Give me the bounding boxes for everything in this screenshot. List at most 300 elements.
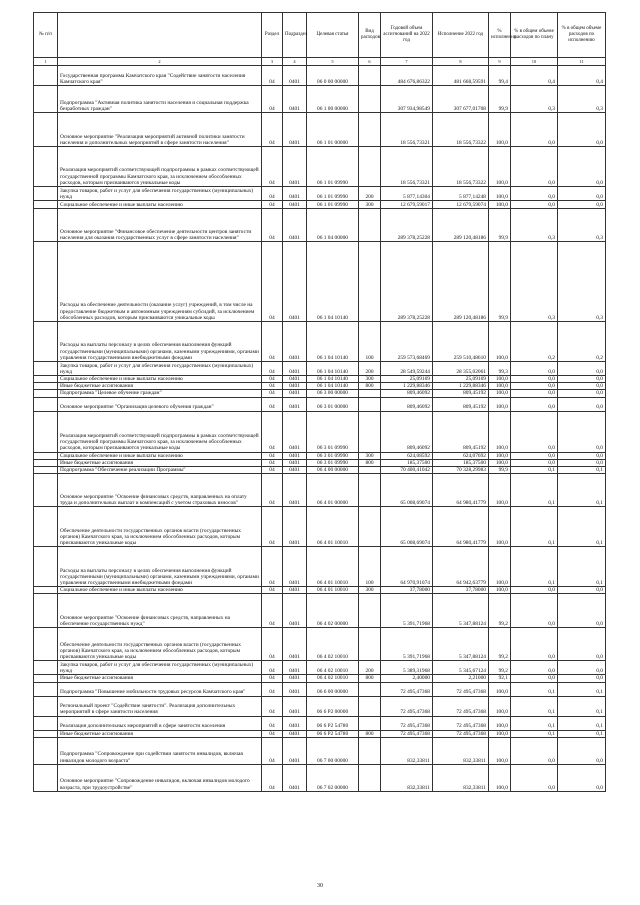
cell-podrazdel: 0401 (283, 147, 307, 187)
cell-name: Реализация мероприятий соответствующей подпрограммы в рамках соответствующей государственной программы Камчатского края, за исключением обособленных расходов, которым присваиваются уникальные коды (58, 411, 262, 452)
cell-vr (359, 209, 381, 242)
cell-share-plan: 0,3 (511, 86, 558, 113)
cell-name: Основное мероприятие "Организация целевого обучения граждан" (58, 397, 262, 411)
cell-podrazdel: 0401 (283, 507, 307, 547)
cell-pct: 100,0 (489, 411, 511, 452)
cell-podrazdel: 0401 (283, 696, 307, 716)
table-row (34, 362, 606, 376)
cell-share-fact: 0,0 (558, 201, 606, 209)
cell-fact: 64 980,41779 (433, 474, 489, 507)
cell-pct: 99,9 (489, 467, 511, 474)
cell-razdel: 04 (262, 682, 283, 696)
cell-vr (359, 242, 381, 322)
table-row (34, 675, 606, 682)
cell-share-plan: 0,0 (511, 675, 558, 682)
col-header-num: № п/п (34, 13, 58, 58)
cell-num (34, 209, 58, 242)
cell-plan: 2,40000 (381, 675, 433, 682)
cell-razdel: 04 (262, 411, 283, 452)
cell-name: Подпрограмма "Целевое обучение граждан" (58, 390, 262, 397)
cell-podrazdel: 0401 (283, 390, 307, 397)
cell-vr: 200 (359, 661, 381, 675)
table-row (34, 187, 606, 201)
cell-share-fact: 0,1 (558, 474, 606, 507)
cell-name: Обеспечение деятельности государственных органов власти (государственных органов) Камчатского края, за исключением обособленных расходов, которым присваиваются уникальные коды (58, 628, 262, 661)
cell-share-plan: 0,1 (511, 507, 558, 547)
table-row (34, 66, 606, 86)
cell-share-plan: 0,0 (511, 452, 558, 459)
cell-share-fact: 0,0 (558, 383, 606, 390)
cell-razdel: 04 (262, 716, 283, 730)
cell-pct: 99,2 (489, 628, 511, 661)
col-header-vr: Вид расходов (359, 13, 381, 58)
cell-num (34, 452, 58, 459)
col-index: 10 (511, 58, 558, 66)
col-header-share-fact: % в общем объеме расходов по исполнению (558, 13, 606, 58)
cell-pct: 100,0 (489, 322, 511, 362)
cell-plan: 484 676,86322 (381, 66, 433, 86)
table-row (34, 474, 606, 507)
cell-plan: 65 008,69074 (381, 507, 433, 547)
table-row (34, 730, 606, 737)
cell-plan: 5 391,71968 (381, 628, 433, 661)
cell-podrazdel: 0401 (283, 628, 307, 661)
cell-plan: 5 389,31968 (381, 661, 433, 675)
cell-razdel: 04 (262, 187, 283, 201)
col-index: 4 (283, 58, 307, 66)
table-row (34, 383, 606, 390)
cell-num (34, 86, 58, 113)
cell-razdel: 04 (262, 474, 283, 507)
cell-name: Основное мероприятие "Финансовое обеспечение деятельности центров занятости населения для оказания государственных услуг в сфере занятости населения" (58, 209, 262, 242)
cell-vr (359, 764, 381, 791)
cell-share-plan: 0,1 (511, 716, 558, 730)
cell-csr: 06 1 01 09990 (307, 201, 359, 209)
cell-pct: 100,0 (489, 201, 511, 209)
cell-share-plan: 0,2 (511, 322, 558, 362)
cell-fact: 18 556,73322 (433, 113, 489, 147)
column-index-row (34, 58, 606, 66)
cell-plan: 18 556,73321 (381, 113, 433, 147)
cell-plan: 65 008,69074 (381, 474, 433, 507)
cell-plan: 809,46092 (381, 397, 433, 411)
cell-num (34, 547, 58, 587)
cell-share-fact: 0,1 (558, 682, 606, 696)
budget-table-sheet (33, 12, 605, 792)
cell-share-plan: 0,0 (511, 661, 558, 675)
cell-num (34, 459, 58, 466)
cell-csr: 06 1 01 00000 (307, 113, 359, 147)
cell-share-plan: 0,3 (511, 242, 558, 322)
cell-razdel: 04 (262, 661, 283, 675)
cell-num (34, 764, 58, 791)
cell-num (34, 716, 58, 730)
cell-vr (359, 474, 381, 507)
cell-podrazdel: 0401 (283, 587, 307, 594)
cell-vr: 200 (359, 362, 381, 376)
cell-podrazdel: 0401 (283, 113, 307, 147)
cell-num (34, 201, 58, 209)
cell-pct: 100,0 (489, 730, 511, 737)
cell-num (34, 682, 58, 696)
cell-num (34, 66, 58, 86)
cell-num (34, 661, 58, 675)
cell-name: Государственная программа Камчатского края "Содействие занятости населения Камчатского края" (58, 66, 262, 86)
cell-name: Обеспечение деятельности государственных органов власти (государственных органов) Камчатского края, за исключением обособленных расходов, которым присваиваются уникальные коды (58, 507, 262, 547)
cell-plan: 307 934,98549 (381, 86, 433, 113)
cell-pct: 92,1 (489, 675, 511, 682)
cell-pct: 100,0 (489, 737, 511, 764)
cell-razdel: 04 (262, 147, 283, 187)
table-row (34, 397, 606, 411)
cell-fact: 481 668,59591 (433, 66, 489, 86)
cell-vr: 800 (359, 675, 381, 682)
cell-name: Закупка товаров, работ и услуг для обеспечения государственных (муниципальных) нужд (58, 362, 262, 376)
cell-razdel: 04 (262, 113, 283, 147)
cell-podrazdel: 0401 (283, 474, 307, 507)
cell-fact: 37,78000 (433, 587, 489, 594)
col-header-fact: Исполнение 2022 год (433, 13, 489, 58)
table-row (34, 682, 606, 696)
cell-fact: 5 347,88124 (433, 628, 489, 661)
cell-podrazdel: 0401 (283, 594, 307, 628)
cell-share-plan: 0,0 (511, 113, 558, 147)
cell-plan: 289 378,25228 (381, 242, 433, 322)
cell-share-fact: 0,3 (558, 242, 606, 322)
cell-podrazdel: 0401 (283, 209, 307, 242)
cell-podrazdel: 0401 (283, 737, 307, 764)
cell-num (34, 362, 58, 376)
cell-podrazdel: 0401 (283, 716, 307, 730)
cell-share-fact: 0,1 (558, 467, 606, 474)
cell-share-plan: 0,1 (511, 730, 558, 737)
cell-razdel: 04 (262, 242, 283, 322)
cell-share-plan: 0,0 (511, 362, 558, 376)
cell-pct: 100,0 (489, 383, 511, 390)
table-row (34, 147, 606, 187)
cell-name: Региональный проект "Содействие занятости". Реализация дополнительных мероприятий в сфере занятости населения (58, 696, 262, 716)
cell-num (34, 467, 58, 474)
cell-fact: 185,37500 (433, 459, 489, 466)
cell-num (34, 187, 58, 201)
table-row (34, 209, 606, 242)
table-row (34, 459, 606, 466)
cell-fact: 28 355,02061 (433, 362, 489, 376)
cell-csr: 06 1 04 10140 (307, 376, 359, 383)
cell-num (34, 730, 58, 737)
cell-num (34, 628, 58, 661)
table-row (34, 661, 606, 675)
cell-pct: 100,0 (489, 696, 511, 716)
cell-vr (359, 737, 381, 764)
cell-name: Подпрограмма "Повышение мобильности трудовых ресурсов Камчатского края" (58, 682, 262, 696)
cell-fact: 809,45192 (433, 390, 489, 397)
cell-num (34, 322, 58, 362)
cell-fact: 289 120,48186 (433, 242, 489, 322)
cell-share-fact: 0,0 (558, 362, 606, 376)
cell-vr (359, 507, 381, 547)
col-header-pct: % исполнения (489, 13, 511, 58)
cell-csr: 06 4 01 10010 (307, 587, 359, 594)
cell-name: Основное мероприятие "Сопровождение инвалидов, включая инвалидов молодого возраста, при трудоустройстве" (58, 764, 262, 791)
cell-num (34, 383, 58, 390)
cell-pct: 100,0 (489, 587, 511, 594)
cell-podrazdel: 0401 (283, 411, 307, 452)
cell-razdel: 04 (262, 390, 283, 397)
cell-plan: 289 378,25228 (381, 209, 433, 242)
cell-share-plan: 0,0 (511, 628, 558, 661)
cell-razdel: 04 (262, 737, 283, 764)
cell-csr: 06 4 02 10010 (307, 661, 359, 675)
cell-share-fact: 0,2 (558, 322, 606, 362)
cell-share-fact: 0,0 (558, 452, 606, 459)
cell-name: Социальное обеспечение и иные выплаты населению (58, 452, 262, 459)
cell-vr: 300 (359, 201, 381, 209)
cell-share-fact: 0,0 (558, 397, 606, 411)
cell-pct: 100,0 (489, 187, 511, 201)
table-row (34, 242, 606, 322)
col-header-csr: Целевая статья (307, 13, 359, 58)
cell-share-fact: 0,0 (558, 737, 606, 764)
col-header-name (58, 13, 262, 58)
cell-razdel: 04 (262, 547, 283, 587)
cell-share-fact: 0,0 (558, 187, 606, 201)
cell-vr: 800 (359, 730, 381, 737)
cell-pct: 99,4 (489, 66, 511, 86)
cell-pct: 100,0 (489, 147, 511, 187)
cell-share-plan: 0,0 (511, 201, 558, 209)
cell-podrazdel: 0401 (283, 675, 307, 682)
cell-csr: 06 3 01 09990 (307, 411, 359, 452)
cell-pct: 99,9 (489, 242, 511, 322)
page-number: 30 (317, 883, 323, 889)
cell-name: Расходы на выплаты персоналу в целях обеспечения выполнения функций государственными (муниципальными) органами, казенными учреждениями, органами управления государственными внебюджетными фондами (58, 547, 262, 587)
cell-name: Подпрограмма "Активная политика занятости населения и социальная поддержка безработных граждан" (58, 86, 262, 113)
cell-plan: 809,46092 (381, 390, 433, 397)
cell-share-plan: 0,1 (511, 682, 558, 696)
table-row (34, 322, 606, 362)
cell-pct: 100,0 (489, 547, 511, 587)
col-header-share-plan: % в общем объеме расходов по плану (511, 13, 558, 58)
cell-pct: 100,0 (489, 113, 511, 147)
col-index: 7 (381, 58, 433, 66)
cell-pct: 100,0 (489, 682, 511, 696)
col-index: 11 (558, 58, 606, 66)
cell-name: Реализация мероприятий соответствующей подпрограммы в рамках соответствующей государственной программы Камчатского края, за исключением обособленных расходов, которым присваиваются уникальные коды (58, 147, 262, 187)
cell-csr: 06 1 00 00000 (307, 86, 359, 113)
cell-podrazdel: 0401 (283, 187, 307, 201)
cell-razdel: 04 (262, 507, 283, 547)
cell-share-fact: 0,1 (558, 730, 606, 737)
cell-share-fact: 0,1 (558, 507, 606, 547)
cell-share-plan: 0,0 (511, 737, 558, 764)
cell-plan: 64 970,91074 (381, 547, 433, 587)
cell-name: Основное мероприятие "Освоение финансовых средств, направленных на оплату труда и дополнительных выплат и компенсаций с учетом страховых взносов" (58, 474, 262, 507)
cell-podrazdel: 0401 (283, 682, 307, 696)
table-row (34, 594, 606, 628)
cell-fact: 5 345,67124 (433, 661, 489, 675)
cell-razdel: 04 (262, 467, 283, 474)
table-row (34, 628, 606, 661)
cell-csr: 06 4 01 10010 (307, 547, 359, 587)
cell-fact: 72 495,47368 (433, 730, 489, 737)
cell-share-plan: 0,0 (511, 383, 558, 390)
cell-num (34, 587, 58, 594)
cell-share-plan: 0,4 (511, 66, 558, 86)
cell-num (34, 113, 58, 147)
cell-vr (359, 628, 381, 661)
table-header-row (34, 13, 606, 58)
cell-name: Социальное обеспечение и иные выплаты населению (58, 201, 262, 209)
cell-share-fact: 0,1 (558, 547, 606, 587)
cell-csr: 06 7 02 00000 (307, 764, 359, 791)
cell-num (34, 147, 58, 187)
cell-fact: 1 229,88346 (433, 383, 489, 390)
cell-name: Подпрограмма "Обеспечение реализации Программы" (58, 467, 262, 474)
cell-pct: 100,0 (489, 397, 511, 411)
cell-fact: 12 679,59074 (433, 201, 489, 209)
cell-vr: 100 (359, 547, 381, 587)
cell-pct: 99,2 (489, 594, 511, 628)
cell-pct: 100,0 (489, 716, 511, 730)
cell-razdel: 04 (262, 764, 283, 791)
cell-podrazdel: 0401 (283, 661, 307, 675)
cell-share-plan: 0,0 (511, 187, 558, 201)
cell-csr: 06 1 04 10140 (307, 322, 359, 362)
cell-vr: 300 (359, 452, 381, 459)
cell-razdel: 04 (262, 452, 283, 459)
cell-name: Основное мероприятие "Освоение финансовых средств, направленных на обеспечение государственных нужд" (58, 594, 262, 628)
cell-num (34, 474, 58, 507)
cell-csr: 06 4 02 10010 (307, 628, 359, 661)
cell-num (34, 390, 58, 397)
cell-fact: 64 942,63779 (433, 547, 489, 587)
cell-pct: 99,3 (489, 362, 511, 376)
cell-fact: 5 347,88124 (433, 594, 489, 628)
cell-vr (359, 467, 381, 474)
cell-share-plan: 0,0 (511, 594, 558, 628)
cell-num (34, 411, 58, 452)
cell-num (34, 507, 58, 547)
cell-pct: 100,0 (489, 474, 511, 507)
cell-razdel: 04 (262, 628, 283, 661)
cell-csr: 06 4 02 10010 (307, 675, 359, 682)
cell-csr: 06 6 P2 00000 (307, 696, 359, 716)
cell-vr: 200 (359, 187, 381, 201)
cell-name: Иные бюджетные ассигнования (58, 730, 262, 737)
cell-vr: 300 (359, 376, 381, 383)
cell-vr (359, 411, 381, 452)
cell-csr: 06 6 P2 54780 (307, 716, 359, 730)
table-row (34, 390, 606, 397)
cell-csr: 06 4 01 00000 (307, 474, 359, 507)
table-row (34, 201, 606, 209)
cell-fact: 5 877,14248 (433, 187, 489, 201)
cell-fact: 72 495,47368 (433, 696, 489, 716)
cell-share-fact: 0,1 (558, 716, 606, 730)
cell-razdel: 04 (262, 594, 283, 628)
cell-fact: 832,33811 (433, 737, 489, 764)
cell-fact: 72 495,47368 (433, 682, 489, 696)
cell-csr: 06 1 04 10140 (307, 362, 359, 376)
cell-vr: 800 (359, 459, 381, 466)
cell-name: Иные бюджетные ассигнования (58, 383, 262, 390)
cell-share-fact: 0,0 (558, 594, 606, 628)
cell-plan: 72 495,47368 (381, 696, 433, 716)
cell-plan: 1 229,88346 (381, 383, 433, 390)
cell-share-plan: 0,0 (511, 390, 558, 397)
cell-name: Иные бюджетные ассигнования (58, 459, 262, 466)
cell-vr (359, 113, 381, 147)
cell-name: Иные бюджетные ассигнования (58, 675, 262, 682)
cell-share-plan: 0,0 (511, 587, 558, 594)
cell-razdel: 04 (262, 675, 283, 682)
cell-share-fact: 0,0 (558, 113, 606, 147)
budget-execution-table (33, 12, 606, 792)
cell-vr: 300 (359, 587, 381, 594)
cell-name: Реализация дополнительных мероприятий в сфере занятости населения (58, 716, 262, 730)
cell-csr: 06 1 04 00000 (307, 209, 359, 242)
cell-vr (359, 696, 381, 716)
table-row (34, 376, 606, 383)
cell-plan: 37,78000 (381, 587, 433, 594)
cell-vr (359, 86, 381, 113)
cell-plan: 624,08592 (381, 452, 433, 459)
cell-razdel: 04 (262, 66, 283, 86)
cell-fact: 18 556,73322 (433, 147, 489, 187)
cell-pct: 100,0 (489, 390, 511, 397)
cell-podrazdel: 0401 (283, 66, 307, 86)
cell-fact: 832,33811 (433, 764, 489, 791)
cell-csr: 06 6 00 00000 (307, 682, 359, 696)
col-header-razdel: Раздел (262, 13, 283, 58)
cell-share-fact: 0,0 (558, 376, 606, 383)
cell-csr: 06 0 00 00000 (307, 66, 359, 86)
cell-csr: 06 4 02 00000 (307, 594, 359, 628)
cell-name: Закупка товаров, работ и услуг для обеспечения государственных (муниципальных) нужд (58, 661, 262, 675)
cell-csr: 06 4 01 10010 (307, 507, 359, 547)
cell-vr (359, 682, 381, 696)
cell-vr (359, 390, 381, 397)
cell-plan: 70 400,41042 (381, 467, 433, 474)
cell-fact: 289 120,48186 (433, 209, 489, 242)
table-row (34, 507, 606, 547)
cell-razdel: 04 (262, 86, 283, 113)
cell-podrazdel: 0401 (283, 383, 307, 390)
cell-podrazdel: 0401 (283, 322, 307, 362)
cell-share-fact: 0,0 (558, 587, 606, 594)
cell-vr (359, 66, 381, 86)
cell-num (34, 242, 58, 322)
cell-pct: 100,0 (489, 507, 511, 547)
cell-pct: 99,2 (489, 661, 511, 675)
cell-fact: 809,45192 (433, 397, 489, 411)
cell-vr (359, 147, 381, 187)
cell-fact: 624,07692 (433, 452, 489, 459)
cell-podrazdel: 0401 (283, 362, 307, 376)
col-index: 3 (262, 58, 283, 66)
cell-razdel: 04 (262, 730, 283, 737)
cell-razdel: 04 (262, 362, 283, 376)
cell-csr: 06 1 04 10140 (307, 383, 359, 390)
cell-share-plan: 0,3 (511, 209, 558, 242)
cell-plan: 12 679,59017 (381, 201, 433, 209)
cell-fact: 70 328,29983 (433, 467, 489, 474)
table-row (34, 696, 606, 716)
cell-share-plan: 0,0 (511, 376, 558, 383)
cell-share-fact: 0,3 (558, 209, 606, 242)
cell-share-plan: 0,0 (511, 459, 558, 466)
